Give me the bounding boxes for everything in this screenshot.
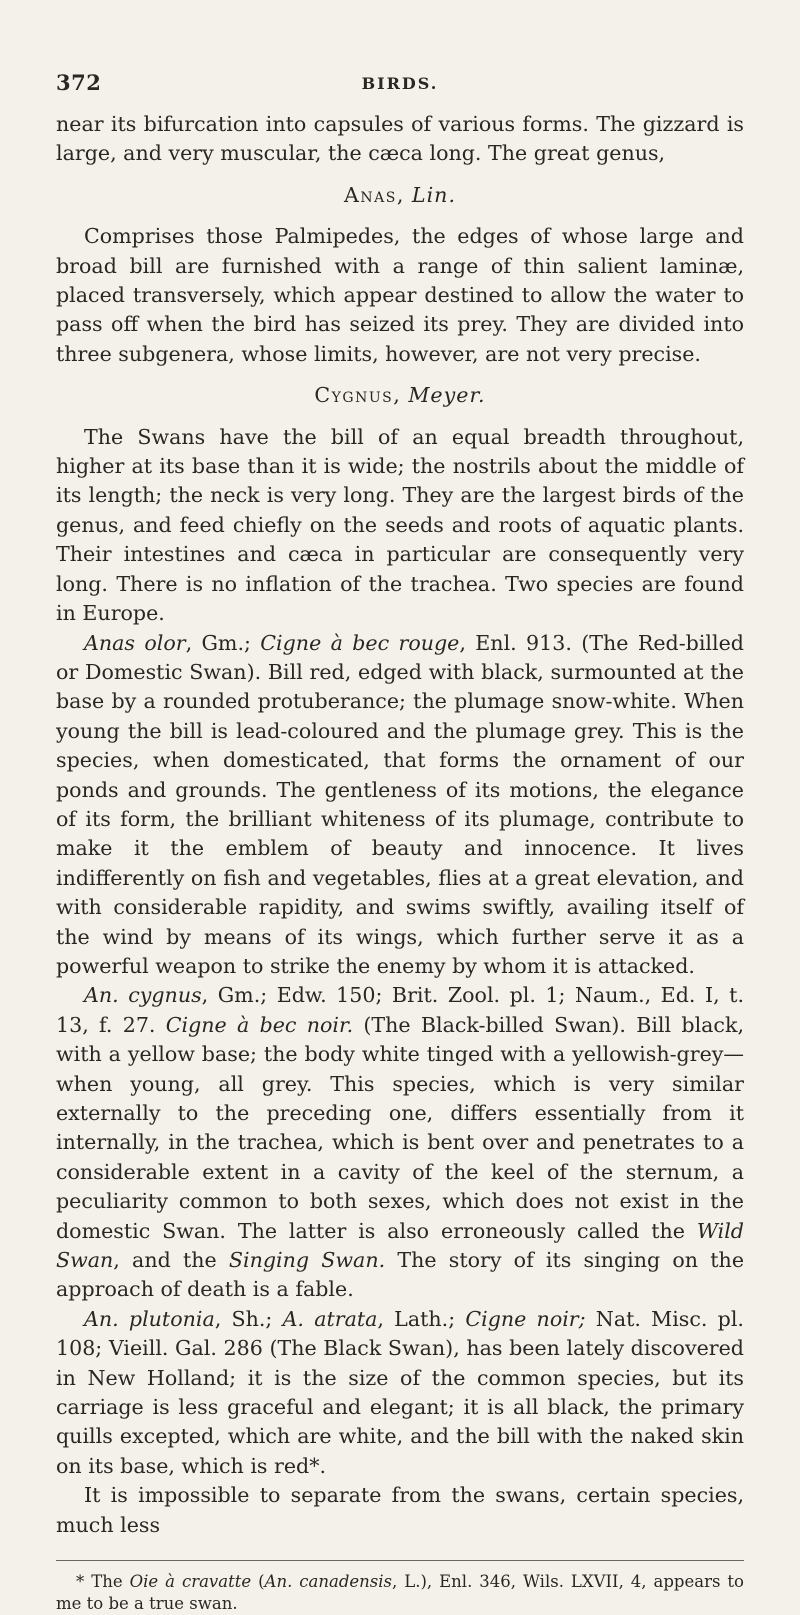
paragraph-an-plutonia: [56, 1305, 744, 1481]
french-name: Oie à cravatte: [129, 1572, 252, 1592]
common-name: Singing Swan.: [228, 1248, 386, 1273]
paragraph-anas: Comprises those Palmipedes, the edges of whose large and broad bill are furnished with a range of thin salient laminæ, placed transversely, which appear destined to allow the water to pass off when the bird has seized its prey. They are divided into three subgenera, whose limits, however, are not very precise.: [56, 224, 744, 366]
text-run: The story of its singing on the approach of death is a fable.: [56, 1248, 745, 1302]
page-header: [56, 70, 744, 98]
paragraph-swans: The Swans have the bill of an equal breadth throughout, higher at its base than it is wide; the nostrils about the middle of its length; the neck is very long. They are the largest birds of the genus, and feed chiefly on the seeds and roots of aquatic plants. Their intestines and cæca in particular are consequently very long. There is no inflation of the trachea. Two species are found in Europe.: [56, 424, 744, 626]
genus-name: Anas: [344, 182, 397, 207]
text-run: , Enl. 913. (The Red-billed or Domestic Swan). Bill red, edged with black, surmounted at the base by a rounded protuberance; the plumage snow-white. When young the bill is lead-coloured and the plumage grey. This is the species, when domesticated, that forms the ornament of our ponds and grounds. The gentleness of its motions, the elegance of its form, the brilliant whiteness of its plumage, contribute to make it the emblem of beauty and innocence. It lives indifferently on fish and vegetables, flies at a great elevation, and with considerable rapidity, and swims swiftly, availing itself of the wind by means of its wings, which further serve it as a powerful weapon to strike the enemy by whom it is attacked.: [56, 630, 744, 978]
french-name: Cigne noir;: [465, 1306, 586, 1331]
footnote: [56, 1571, 744, 1615]
running-head: BIRDS.: [361, 74, 439, 93]
species-name: An. plutonia: [84, 1306, 215, 1331]
text-run: Nat. Misc. pl. 108; Vieill. Gal. 286 (The Black Swan), has been lately discovered in New Holland; it is the size of the common species, but its carriage is less graceful and elegant; it is all black, the primary quills excepted, which are white, and the bill with the naked skin on its base, which is red: [56, 1306, 744, 1478]
species-name: Anas olor: [84, 630, 186, 655]
text-run: , L.), Enl. 346, Wils. LXVII, 4, appears to me to be a true swan.: [56, 1572, 744, 1614]
subgenus-name: Cygnus: [314, 383, 394, 408]
genus-heading-anas: Anas, Lin.: [344, 182, 456, 207]
paragraph-anas-olor: [56, 629, 744, 982]
text-run: , and the: [113, 1248, 229, 1273]
paragraph-continuation: near its bifurcation into capsules of various forms. The gizzard is large, and very muscular, the cæca long. The great genus,: [56, 112, 744, 166]
genus-authority: Lin.: [411, 182, 456, 207]
subgenus-authority: Meyer.: [408, 383, 486, 408]
french-name: Cigne à bec noir.: [165, 1012, 354, 1037]
footnote-divider: [56, 1560, 744, 1561]
species-name: A. atrata: [282, 1306, 378, 1331]
text-run: , Sh.;: [214, 1306, 283, 1331]
species-name: An. canadensis: [264, 1572, 393, 1592]
text-run: The: [91, 1572, 130, 1592]
subgenus-heading-cygnus: Cygnus, Meyer.: [314, 383, 486, 408]
footnote-mark: *: [76, 1572, 92, 1592]
text-run: , Gm.; Edw. 150; Brit. Zool. pl. 1; Naum., Ed. I, t. 13, f. 27.: [56, 983, 744, 1037]
text-run: (The Black-billed Swan). Bill black, with a yellow base; the body white tinged with a yellowish-grey—when young, all grey. This species, which is very similar externally to the preceding one, differs essentially from it internally, in the trachea, which is bent over and penetrates to a considerable extent in a cavity of the keel of the sternum, a peculiarity common to both sexes, which does not exist in the domestic Swan. The latter is also erroneously called the: [56, 1012, 744, 1243]
species-name: An. cygnus: [84, 983, 202, 1008]
page-number: 372: [56, 70, 102, 95]
footnote-reference: *: [309, 1453, 320, 1478]
paragraph-an-cygnus: [56, 981, 744, 1304]
text-run: , Gm.;: [185, 630, 261, 655]
text-run: .: [319, 1453, 327, 1478]
text-run: , Lath.;: [377, 1306, 466, 1331]
text-run: (: [251, 1572, 265, 1592]
page-body: [56, 110, 744, 1540]
paragraph-continued: It is impossible to separate from the swans, certain species, much less: [56, 1483, 744, 1537]
common-name: Wild Swan: [56, 1218, 744, 1273]
french-name: Cigne à bec rouge: [260, 630, 460, 655]
